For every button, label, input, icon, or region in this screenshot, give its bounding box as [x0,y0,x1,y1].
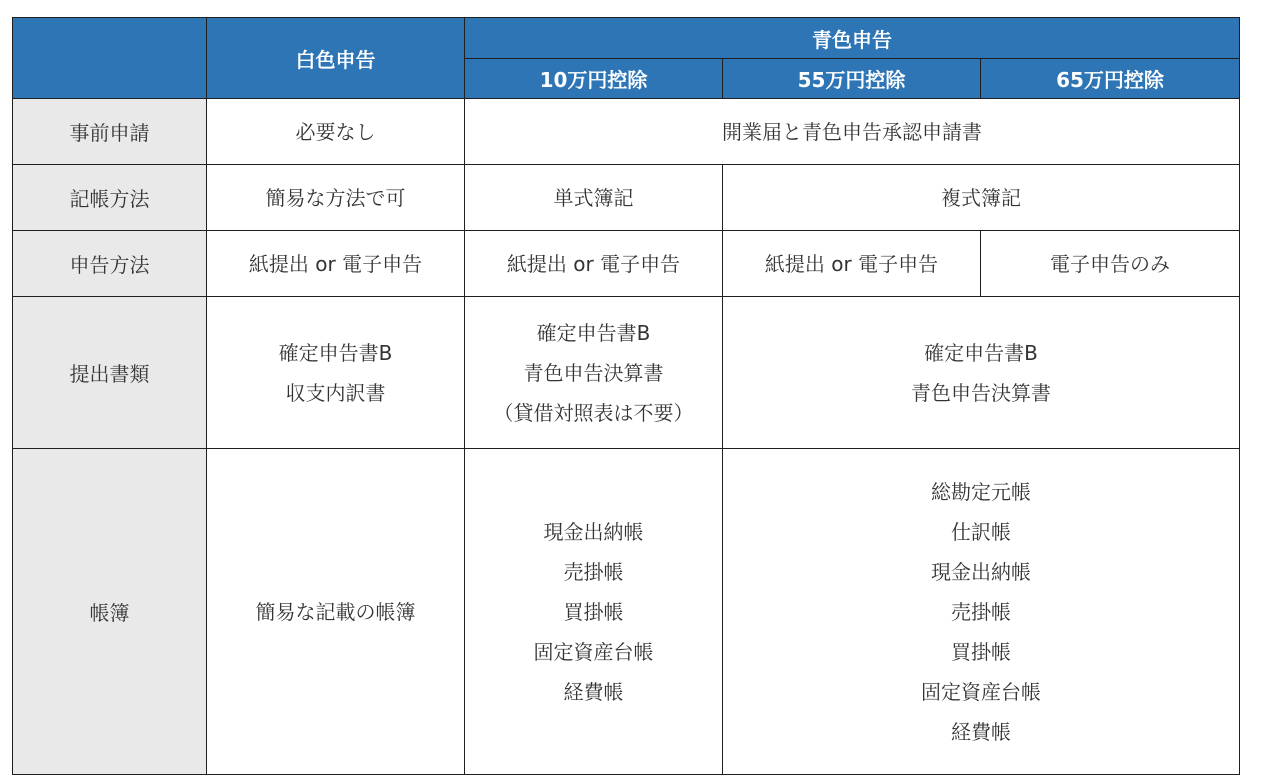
row-label-bookkeeping: 記帳方法 [13,165,207,231]
header-white-filing: 白色申告 [207,18,465,99]
cell-ledgers-blue-10man [465,449,723,775]
ledger-item: 買掛帳 [563,599,624,624]
document-line: 確定申告書B [924,340,1038,365]
ledger-item: 固定資産台帳 [533,639,654,664]
header-corner-cell [13,18,207,99]
cell-filing-method-blue-10man: 紙提出 or 電子申告 [465,231,723,297]
row-documents [13,297,1240,449]
row-filing-method [13,231,1240,297]
ledger-item: 売掛帳 [563,559,624,584]
document-line: 青色申告決算書 [911,380,1051,405]
ledger-item: 現金出納帳 [543,519,644,544]
header-row-top [13,18,1240,59]
cell-documents-white [207,297,465,449]
cell-bookkeeping-blue-55-65man: 複式簿記 [723,165,1240,231]
row-prior-application [13,99,1240,165]
cell-bookkeeping-blue-10man: 単式簿記 [465,165,723,231]
document-line: 収支内訳書 [285,380,386,405]
cell-ledgers-white: 簡易な記載の帳簿 [207,449,465,775]
cell-bookkeeping-white: 簡易な方法で可 [207,165,465,231]
cell-ledgers-blue-55-65man [723,449,1240,775]
cell-prior-application-blue: 開業届と青色申告承認申請書 [465,99,1240,165]
ledger-item: 現金出納帳 [931,559,1031,584]
cell-filing-method-blue-65man: 電子申告のみ [981,231,1240,297]
ledger-item: 仕訳帳 [951,519,1011,544]
ledger-item: 経費帳 [563,679,624,704]
ledger-item: 買掛帳 [951,639,1011,664]
cell-filing-method-white: 紙提出 or 電子申告 [207,231,465,297]
cell-documents-blue-10man [465,297,723,449]
header-blue-65man: 65万円控除 [981,59,1240,99]
cell-documents-blue-55-65man [723,297,1240,449]
ledger-item: 経費帳 [951,719,1011,744]
document-line: 青色申告決算書 [523,360,664,385]
row-label-filing-method: 申告方法 [13,231,207,297]
document-line: 確定申告書B [536,320,651,345]
row-bookkeeping [13,165,1240,231]
table-header [13,18,1240,99]
document-line: 確定申告書B [278,340,393,365]
header-blue-10man: 10万円控除 [465,59,723,99]
cell-prior-application-white: 必要なし [207,99,465,165]
cell-filing-method-blue-55man: 紙提出 or 電子申告 [723,231,981,297]
row-label-ledgers: 帳簿 [13,449,207,775]
table-body [13,99,1240,775]
row-label-prior-application: 事前申請 [13,99,207,165]
row-ledgers [13,449,1240,775]
header-blue-55man: 55万円控除 [723,59,981,99]
header-blue-filing: 青色申告 [465,18,1240,59]
tax-filing-comparison-table [12,17,1240,775]
ledger-item: 売掛帳 [951,599,1011,624]
ledger-item: 総勘定元帳 [931,479,1031,504]
row-label-documents: 提出書類 [13,297,207,449]
ledger-item: 固定資産台帳 [921,679,1041,704]
document-note: （貸借対照表は不要） [493,400,694,425]
